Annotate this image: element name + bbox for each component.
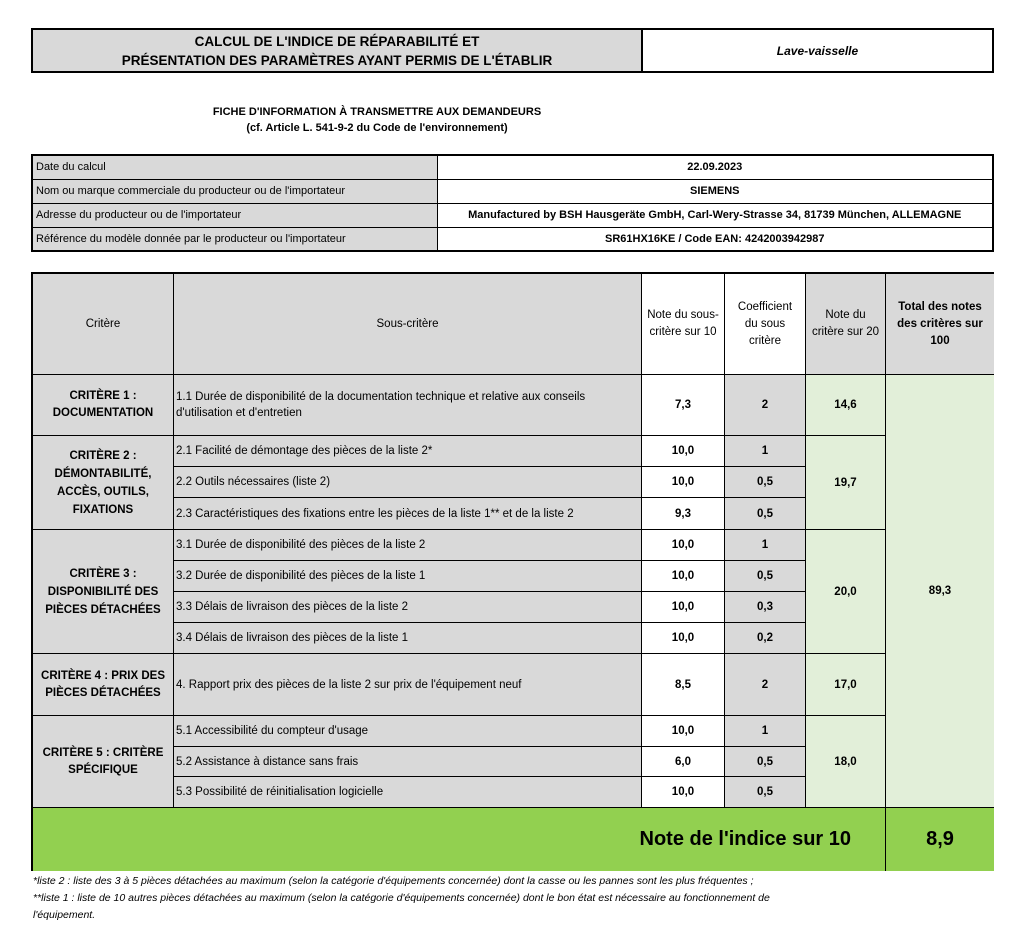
critere-5-name: CRITÈRE 5 : CRITÈRE SPÉCIFIQUE: [33, 716, 174, 808]
critere-1-name: CRITÈRE 1 : DOCUMENTATION: [33, 375, 174, 436]
sub-criterion-coef: 0,3: [725, 592, 806, 623]
sub-criterion-note: 10,0: [642, 436, 725, 467]
footnote-liste-2: *liste 2 : liste des 3 à 5 pièces détachées au maximum (selon la catégorie d'équipements concernée) dont la casse ou les pannes sont les plus fréquentes ;: [33, 875, 754, 887]
indice-label: Note de l'indice sur 10: [33, 808, 886, 871]
sub-criterion-coef: 0,5: [725, 747, 806, 777]
sub-criterion-label: 3.2 Durée de disponibilité des pièces de la liste 1: [174, 561, 642, 592]
info-row: [32, 227, 993, 251]
info-row: [32, 155, 993, 179]
header-note-critere: Note du critère sur 20: [806, 274, 886, 375]
info-value: SIEMENS: [437, 179, 993, 203]
sub-criterion-coef: 2: [725, 375, 806, 436]
sub-criterion-note: 10,0: [642, 561, 725, 592]
header-coefficient: Coefficient du sous critère: [725, 274, 806, 375]
sub-criterion-label: 3.1 Durée de disponibilité des pièces de la liste 2: [174, 530, 642, 561]
sub-criterion-coef: 0,5: [725, 467, 806, 498]
critere-3-note: 20,0: [806, 530, 886, 654]
critere-4-note: 17,0: [806, 654, 886, 716]
sub-criterion-note: 10,0: [642, 467, 725, 498]
document-title: [31, 28, 642, 73]
sub-criterion-note: 10,0: [642, 592, 725, 623]
info-value: SR61HX16KE / Code EAN: 4242003942987: [437, 227, 993, 251]
footnote-liste-1-cont: l'équipement.: [33, 909, 96, 921]
title-line-1: CALCUL DE L'INDICE DE RÉPARABILITÉ ET: [194, 33, 480, 49]
critere-1-note: 14,6: [806, 375, 886, 436]
sub-criterion-note: 10,0: [642, 623, 725, 654]
header-total: Total des notes des critères sur 100: [886, 274, 994, 375]
sub-criterion-label: 5.2 Assistance à distance sans frais: [174, 747, 642, 777]
sub-criterion-coef: 2: [725, 654, 806, 716]
info-label: Référence du modèle donnée par le producteur ou l'importateur: [32, 227, 437, 251]
sub-criterion-note: 7,3: [642, 375, 725, 436]
info-value: Manufactured by BSH Hausgeräte GmbH, Carl-Wery-Strasse 34, 81739 München, ALLEMAGNE: [437, 203, 993, 227]
fiche-line-2: (cf. Article L. 541-9-2 du Code de l'environnement): [246, 122, 508, 134]
critere-2-note: 19,7: [806, 436, 886, 530]
sub-criterion-coef: 0,5: [725, 777, 806, 808]
sub-criterion-label: 2.2 Outils nécessaires (liste 2): [174, 467, 642, 498]
sub-criterion-note: 8,5: [642, 654, 725, 716]
sub-criterion-note: 10,0: [642, 716, 725, 747]
critere-3-name: CRITÈRE 3 : DISPONIBILITÉ DES PIÈCES DÉTACHÉES: [33, 530, 174, 654]
sub-criterion-coef: 1: [725, 530, 806, 561]
fiche-line-1: FICHE D'INFORMATION À TRANSMETTRE AUX DEMANDEURS: [212, 106, 542, 118]
info-row: [32, 179, 993, 203]
sub-criterion-note: 10,0: [642, 530, 725, 561]
info-label: Adresse du producteur ou de l'importateur: [32, 203, 437, 227]
footnote-liste-1: **liste 1 : liste de 10 autres pièces détachées au maximum (selon la catégorie d'équipements concernée) dont le bon état est nécessaire au fonctionnement de: [33, 892, 770, 904]
repairability-table: [31, 272, 994, 871]
sub-criterion-label: 2.1 Facilité de démontage des pièces de la liste 2*: [174, 436, 642, 467]
info-label: Date du calcul: [32, 155, 437, 179]
sub-criterion-coef: 0,5: [725, 498, 806, 530]
info-value: 22.09.2023: [437, 155, 993, 179]
sub-criterion-label: 1.1 Durée de disponibilité de la documentation technique et relative aux conseils d'utilisation et d'entretien: [174, 375, 642, 436]
sub-criterion-coef: 0,5: [725, 561, 806, 592]
sub-criterion-label: 5.3 Possibilité de réinitialisation logicielle: [174, 777, 642, 808]
product-type: Lave-vaisselle: [642, 28, 994, 73]
sub-criterion-label: 2.3 Caractéristiques des fixations entre les pièces de la liste 1** et de la liste 2: [174, 498, 642, 530]
critere-4-name: CRITÈRE 4 : PRIX DES PIÈCES DÉTACHÉES: [33, 654, 174, 716]
header-note-sous-critere: Note du sous-critère sur 10: [642, 274, 725, 375]
header-critere: Critère: [33, 274, 174, 375]
sub-criterion-coef: 0,2: [725, 623, 806, 654]
sub-criterion-label: 3.4 Délais de livraison des pièces de la liste 1: [174, 623, 642, 654]
sub-criterion-coef: 1: [725, 436, 806, 467]
sub-criterion-note: 9,3: [642, 498, 725, 530]
sub-criterion-label: 5.1 Accessibilité du compteur d'usage: [174, 716, 642, 747]
info-row: [32, 203, 993, 227]
indice-value: 8,9: [886, 808, 994, 871]
critere-5-note: 18,0: [806, 716, 886, 808]
critere-2-name: CRITÈRE 2 : DÉMONTABILITÉ, ACCÈS, OUTILS, FIXATIONS: [33, 436, 174, 530]
footnotes: [33, 873, 933, 924]
header-sous-critere: Sous-critère: [174, 274, 642, 375]
fiche-heading: [0, 104, 754, 136]
sub-criterion-note: 6,0: [642, 747, 725, 777]
info-table: [31, 154, 994, 252]
total-score: 89,3: [886, 375, 994, 808]
info-label: Nom ou marque commerciale du producteur ou de l'importateur: [32, 179, 437, 203]
sub-criterion-coef: 1: [725, 716, 806, 747]
title-line-2: PRÉSENTATION DES PARAMÈTRES AYANT PERMIS DE L'ÉTABLIR: [121, 52, 553, 68]
sub-criterion-label: 4. Rapport prix des pièces de la liste 2 sur prix de l'équipement neuf: [174, 654, 642, 716]
sub-criterion-note: 10,0: [642, 777, 725, 808]
sub-criterion-label: 3.3 Délais de livraison des pièces de la liste 2: [174, 592, 642, 623]
